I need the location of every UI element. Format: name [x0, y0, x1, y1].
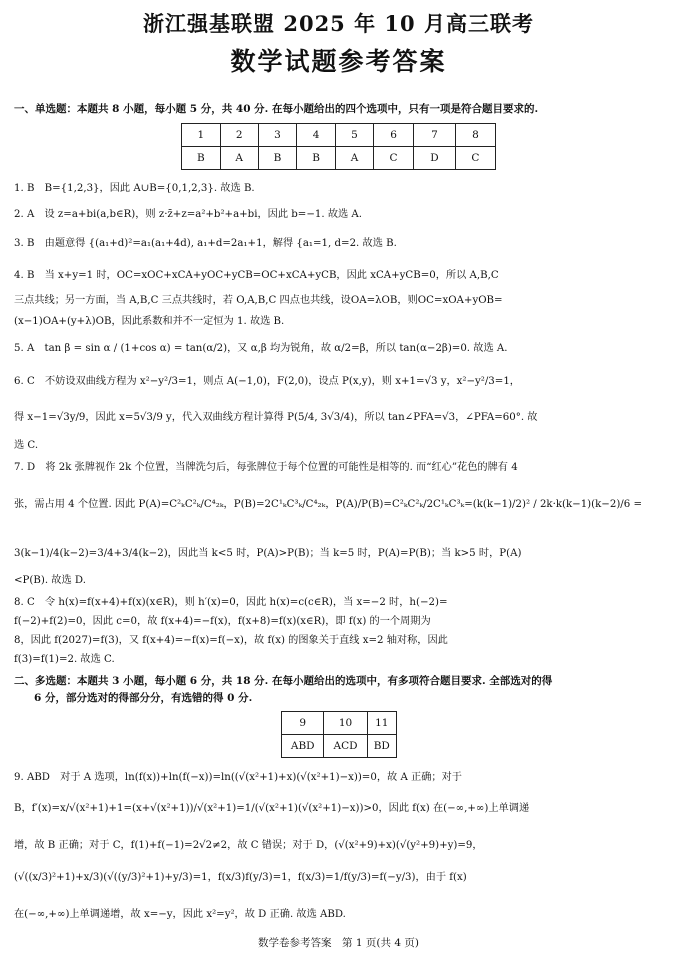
table-cell: 1: [182, 124, 221, 147]
solution-line: 9. ABD 对于 A 选项，ln(f(x))+ln(f(−x))=ln((√(x²+1)+x)(√(x²+1)−x))=0，故 A 正确；对于: [14, 772, 462, 783]
solution-line: (x−1)OA+(y+λ)OB，因此系数和并不一定恒为 1. 故选 B.: [14, 316, 285, 327]
page-subtitle: 数学试题参考答案: [230, 47, 447, 76]
table-cell: 4: [297, 124, 336, 147]
section2-heading-cont: 6 分，部分选对的得部分分，有选错的得 0 分.: [34, 692, 253, 704]
solution-line: 增，故 B 正确；对于 C，f(1)+f(−1)=2√2≠2，故 C 错误；对于 D，(√(x²+9)+x)(√(y²+9)+y)=9，: [14, 840, 483, 851]
table-cell: B: [258, 147, 297, 170]
solution-line: (√((x/3)²+1)+x/3)(√((y/3)²+1)+y/3)=1，f(x/3)f(y/3)=1，f(x/3)=1/f(y/3)=f(−y/3)，由于 f(x): [14, 872, 467, 883]
table-cell: C: [455, 147, 495, 170]
table-cell: 9: [282, 712, 324, 735]
table-cell: ABD: [282, 735, 324, 758]
solution-line: 3. B 由题意得 {(a₁+d)²=a₁(a₁+4d), a₁+d=2a₁+1，解得 {a₁=1, d=2. 故选 B.: [14, 238, 397, 249]
table-cell: BD: [367, 735, 396, 758]
table-cell: B: [182, 147, 221, 170]
solution-line: <P(B). 故选 D.: [14, 575, 86, 586]
solution-line: 1. B B={1,2,3}，因此 A∪B={0,1,2,3}. 故选 B.: [14, 183, 255, 194]
solution-line: 4. B 当 x+y=1 时，OC=xOC+xCA+yOC+yCB=OC+xCA+yCB，因此 xCA+yCB=0，所以 A,B,C: [14, 270, 499, 281]
table-cell: A: [335, 147, 373, 170]
table-cell: 10: [324, 712, 367, 735]
solution-line: 6. C 不妨设双曲线方程为 x²−y²/3=1，则点 A(−1,0)，F(2,0)，设点 P(x,y)，则 x+1=√3 y，x²−y²/3=1，: [14, 376, 520, 387]
solution-line: 得 x−1=√3y/9，因此 x=5√3/9 y，代入双曲线方程计算得 P(5/4, 3√3/4)，所以 tan∠PFA=√3，∠PFA=60°. 故: [14, 412, 538, 423]
table-cell: ACD: [324, 735, 367, 758]
table-cell: 7: [414, 124, 456, 147]
section1-answer-table: [181, 123, 496, 170]
solution-line: 选 C.: [14, 440, 39, 451]
solution-line: 2. A 设 z=a+bi(a,b∈R)，则 z·z̄+z=a²+b²+a+bi，因此 b=−1. 故选 A.: [14, 209, 363, 220]
table-cell: 11: [367, 712, 396, 735]
solution-line: 7. D 将 2k 张牌视作 2k 个位置，当牌洗匀后，每张牌位于每个位置的可能性是相等的. 而“红心”花色的牌有 4: [14, 462, 518, 473]
solution-line: 在(−∞,+∞)上单调递增，故 x=−y，因此 x²=y²，故 D 正确. 故选 ABD.: [14, 909, 346, 920]
page-footer: 数学卷参考答案 第 1 页(共 4 页): [258, 937, 419, 949]
solution-line: f(3)=f(1)=2. 故选 C.: [14, 654, 115, 665]
solution-line: 8，因此 f(2027)=f(3)，又 f(x+4)=−f(x)=f(−x)，故 f(x) 的图象关于直线 x=2 轴对称，因此: [14, 635, 448, 646]
table-cell: A: [220, 147, 258, 170]
solution-line: 3(k−1)/4(k−2)=3/4+3/4(k−2)，因此当 k<5 时，P(A)>P(B)；当 k=5 时，P(A)=P(B)；当 k>5 时，P(A): [14, 548, 522, 559]
solution-line: 8. C 令 h(x)=f(x+4)+f(x)(x∈R)，则 h′(x)=0，因此 h(x)=c(c∈R)，当 x=−2 时，h(−2)=: [14, 597, 448, 608]
solution-line: B，f′(x)=x/√(x²+1)+1=(x+√(x²+1))/√(x²+1)=1/(√(x²+1)(√(x²+1)−x))>0，因此 f(x) 在(−∞,+∞)上单调递: [14, 803, 530, 814]
table-cell: D: [414, 147, 456, 170]
solution-line: f(−2)+f(2)=0，因此 c=0，故 f(x+4)=−f(x)，f(x+8)=f(x)(x∈R)，即 f(x) 的一个周期为: [14, 616, 431, 627]
table-cell: 5: [335, 124, 373, 147]
page-title: 浙江强基联盟 2025 年 10 月高三联考: [143, 11, 534, 36]
table-cell: 3: [258, 124, 297, 147]
solution-line: 5. A tan β = sin α / (1+cos α) = tan(α/2)，又 α,β 均为锐角，故 α/2=β，所以 tan(α−2β)=0. 故选 A.: [14, 343, 508, 354]
table-cell: 2: [220, 124, 258, 147]
section2-heading: 二、多选题：本题共 3 小题，每小题 6 分，共 18 分. 在每小题给出的选项中，有多项符合题目要求. 全部选对的得: [14, 675, 553, 687]
section1-heading: 一、单选题：本题共 8 小题，每小题 5 分，共 40 分. 在每小题给出的四个选项中，只有一项是符合题目要求的.: [14, 103, 539, 115]
table-cell: B: [297, 147, 336, 170]
solution-line: 张，需占用 4 个位置. 因此 P(A)=C²ₖC²ₖ/C⁴₂ₖ，P(B)=2C¹ₖC³ₖ/C⁴₂ₖ，P(A)/P(B)=C²ₖC²ₖ/2C¹ₖC³ₖ=(k(k−1)/2)² / 2k·k(k−1)(k−2)/6 =: [14, 499, 642, 510]
table-cell: 6: [374, 124, 414, 147]
table-cell: 8: [455, 124, 495, 147]
table-cell: C: [374, 147, 414, 170]
solution-line: 三点共线；另一方面，当 A,B,C 三点共线时，若 O,A,B,C 四点也共线，设OA=λOB，则OC=xOA+yOB=: [14, 295, 503, 306]
section2-answer-table: [281, 711, 397, 758]
